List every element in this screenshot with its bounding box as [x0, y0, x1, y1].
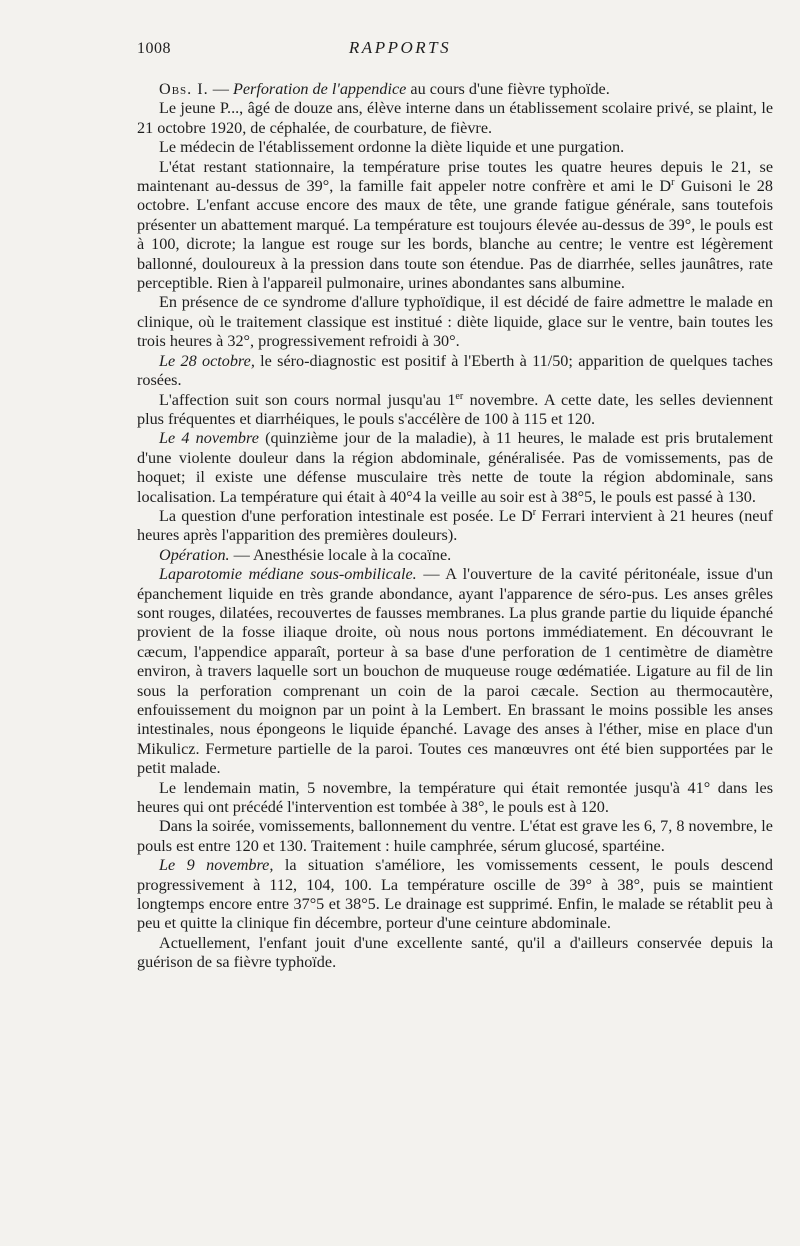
paragraph-8	[137, 507, 773, 546]
page-header	[0, 38, 800, 62]
paragraph-1: Le jeune P..., âgé de douze ans, élève interne dans un établissement scolaire privé, se plaint, le 21 octobre 1920, de céphalée, de courbature, de fièvre.	[137, 99, 773, 137]
paragraph-3	[137, 158, 773, 294]
paragraph-12: Dans la soirée, vomissements, ballonnement du ventre. L'état est grave les 6, 7, 8 novembre, le pouls est entre 120 et 130. Traitement : huile camphrée, sérum glucosé, spartéine.	[137, 817, 773, 855]
p9-label: Opération.	[159, 545, 230, 564]
paragraph-6	[137, 391, 773, 430]
paragraph-14: Actuellement, l'enfant jouit d'une excellente santé, qu'il a d'ailleurs conservée depuis la guérison de sa fièvre typhoïde.	[137, 933, 773, 972]
p8-text-a: La question d'une perforation intestinale est posée. Le D	[159, 506, 533, 525]
p3-text-b: Guisoni le 28 octobre. L'enfant accuse encore des maux de tête, une grande fatigue générale, sans toutefois présenter un abattement marqué. La température est toujours élevée au-dessus de 39°, le pouls est à 100, dicrote; la langue est rouge sur les bords, blanche au centre; le ventre est légèrement ballonné, douloureux à la pression dans toute son étendue. Pas de diarrhée, selles jaunâtres, rate perceptible. Rien à l'appareil pulmonaire, urines abondantes sans albumine.	[137, 177, 773, 293]
paragraph-13	[137, 856, 773, 934]
paragraph-5	[137, 352, 773, 391]
obs-dash: —	[208, 80, 233, 98]
p3-text-a: L'état restant stationnaire, la température prise toutes les quatre heures depuis le 21, se maintenant au-dessus de 39°, la famille fait appeler notre confrère et ami le D	[137, 157, 773, 196]
page-number: 1008	[137, 40, 171, 57]
paragraph-11: Le lendemain matin, 5 novembre, la température qui était remontée jusqu'à 41° dans les heures qui ont précédé l'intervention est tombée à 38°, le pouls est à 120.	[137, 778, 773, 817]
paragraph-2: Le médecin de l'établissement ordonne la diète liquide et une purgation.	[159, 138, 625, 157]
paragraph-9	[137, 546, 773, 565]
p6-sup: er	[455, 390, 464, 402]
p10-text: — A l'ouverture de la cavité péritonéale, issue d'un épanchement liquide en très grande abondance, ayant l'apparence de séro-pus. Les anses grêles sont rouges, dilatées, recouvertes de fausses membranes. La plus grande partie du liquide épanché provient de la fosse iliaque droite, où nous nous portons immédiatement. En découvrant le cæcum, l'appendice apparaît, porteur à sa base d'une perforation de 1 centimètre de diamètre environ, à travers laquelle sort un bouchon de muqueuse rouge œdématiée. Ligature au fil de lin sous la perforation comprenant un coin de la paroi cæcale. Section au thermocautère, enfouissement du moignon par un point à la Lembert. En brassant le moins possible les anses intestinales, nous épongeons le liquide épanché. Lavage des anses à l'éther, mise en place d'un Mikulicz. Fermeture partielle de la paroi. Toutes ces manœuvres ont été bien supportées par le petit malade.	[137, 565, 774, 778]
obs-label: Obs. I.	[159, 80, 209, 98]
p5-date: Le 28 octobre,	[159, 351, 255, 370]
p5-text: le séro-diagnostic est positif à l'Eberth à 11/50; apparition de quelques taches rosées.	[137, 351, 773, 390]
obs-title: Perforation de l'appendice	[232, 80, 407, 98]
obs-rest: au cours d'une fièvre typhoïde.	[406, 80, 610, 98]
p8-sup: r	[532, 506, 537, 518]
running-title: RAPPORTS	[348, 38, 452, 57]
p9-text: — Anesthésie locale à la cocaïne.	[229, 545, 452, 564]
p8-text-b: Ferrari intervient à 21 heures (neuf heures après l'apparition des premières douleurs).	[137, 506, 773, 545]
p6-text-b: novembre. A cette date, les selles deviennent plus fréquentes et diarrhéiques, le pouls s'accélère de 100 à 115 et 120.	[137, 390, 773, 428]
p13-text: la situation s'améliore, les vomissements cessent, le pouls descend progressivement à 112, 104, 100. La température oscille de 39° à 38°, puis se maintient longtemps encore entre 37°5 et 38°5. Le drainage est supprimé. Enfin, le malade se rétablit peu à peu et quitte la clinique fin décembre, porteur d'une ceinture abdominale.	[137, 856, 773, 933]
p13-date: Le 9 novembre,	[159, 856, 274, 875]
observation-heading	[137, 80, 773, 99]
p3-sup: r	[671, 177, 675, 189]
p10-label: Laparotomie médiane sous-ombilicale.	[159, 565, 417, 584]
p7-date: Le 4 novembre	[159, 429, 259, 448]
paragraph-7	[137, 429, 773, 507]
paragraph-4: En présence de ce syndrome d'allure typhoïdique, il est décidé de faire admettre le malade en clinique, où le traitement classique est institué : diète liquide, glace sur le ventre, bain toutes les trois heures à 32°, progressivement refroidi à 30°.	[137, 293, 773, 351]
paragraph-10	[137, 565, 773, 778]
body-text	[137, 80, 773, 973]
p6-text-a: L'affection suit son cours normal jusqu'au 1	[159, 390, 456, 409]
p7-text: (quinzième jour de la maladie), à 11 heures, le malade est pris brutalement d'une violente douleur dans la région abdominale, généralisée. Pas de vomissements, pas de hoquet; il existe une défense musculaire très nette de toute la région abdominale, sans localisation. La température qui était à 40°4 la veille au soir est à 38°5, le pouls est passé à 130.	[137, 429, 774, 506]
